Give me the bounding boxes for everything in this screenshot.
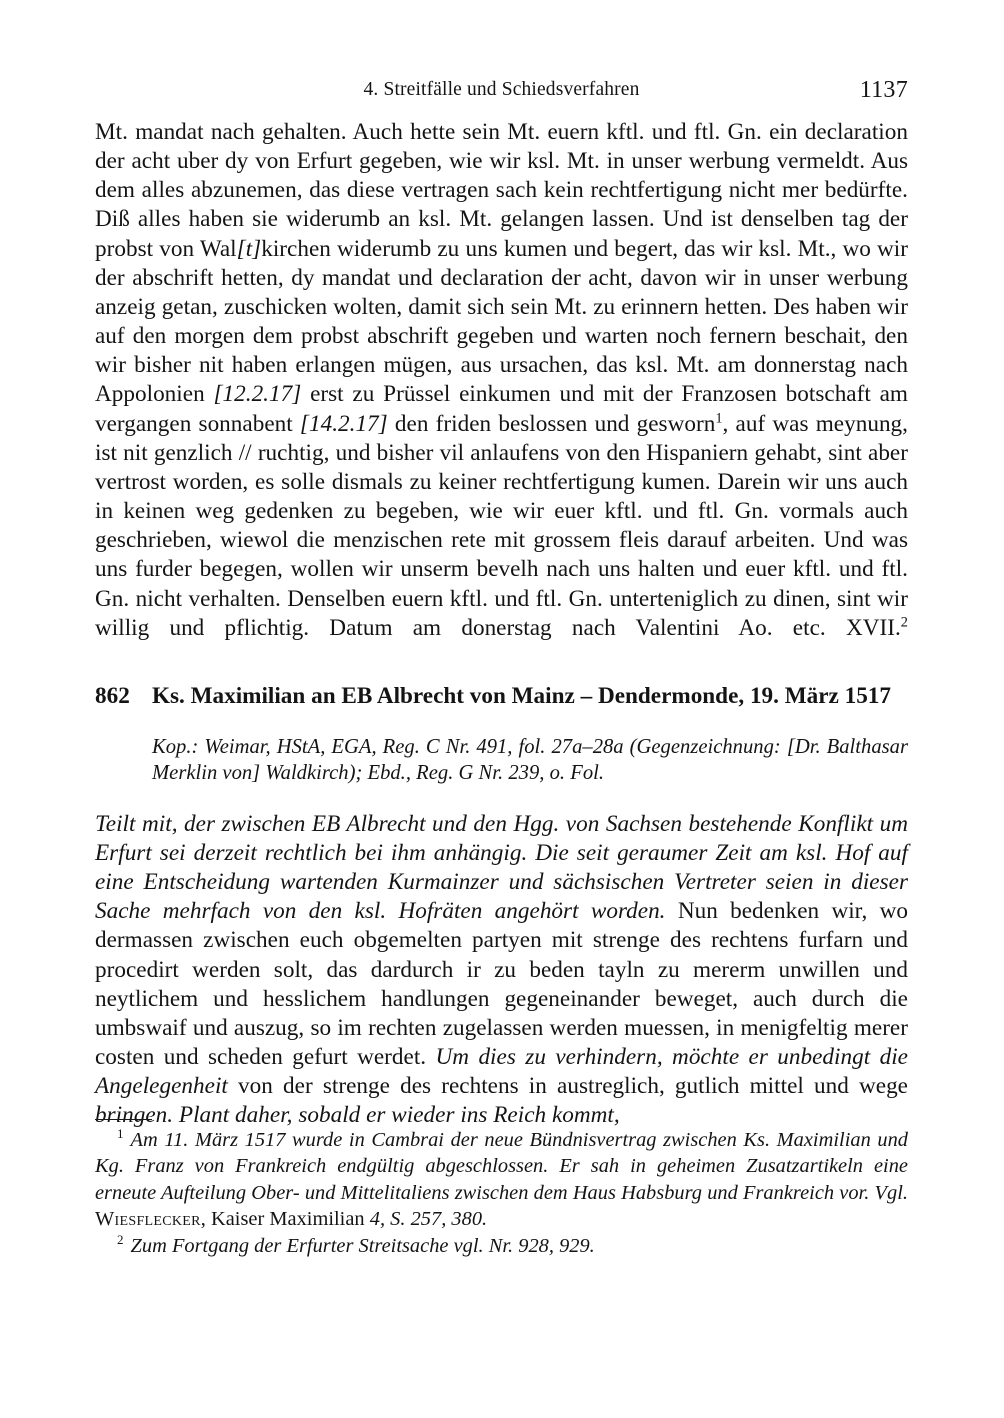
- work-title: , Kaiser Maximilian: [200, 1208, 370, 1231]
- main-text-block: [95, 118, 908, 1131]
- editorial-date: [14.2.17]: [299, 410, 388, 437]
- running-head: [95, 76, 908, 104]
- regest-summary: bringen. Plant daher, sobald er wieder ins Reich kommt,: [95, 1102, 620, 1129]
- running-head-title: 4. Streitfälle und Schiedsverfahren: [363, 79, 640, 100]
- section-heading: [95, 643, 908, 712]
- regest-summary: Teilt mit, der zwischen EB Albrecht und den Hgg. von Sachsen bestehende Konflikt um Erfurt sei derzeit rechtlich bei ihm anhängig. Die seit geraumer Zeit am ksl. Hof auf eine Entscheidung wartenden Kurmainzer und sächsischen Vertreter seien in dieser Sache mehrfach von den ksl. Hofräten angehört worden.: [95, 810, 908, 925]
- footnote-citation: 4, S. 257, 380.: [369, 1208, 488, 1231]
- section-number: 862: [95, 682, 130, 709]
- editorial-date: [12.2.17]: [213, 381, 302, 408]
- text-run: erst zu Prüssel einkumen und mit der Franzosen botschaft am vergangen sonnabent: [95, 381, 908, 437]
- footnote-item: [95, 1233, 908, 1259]
- text-run: kirchen widerumb zu uns kumen und begert, das wir ksl. Mt., wo wir der abschrift hetten, dy mandat und declaration der acht, davon wir in unser werbung anzeig getan, zuschicken wolten, damit sich sein Mt. zu erinnern hetten. Des haben wir auf den morgen dem probst abschrift gegeben und warten noch fernern beschait, den wir bisher nit haben erlangen mügen, aus ursachen, das ksl. Mt. am donnerstag nach Appolonien: [95, 235, 908, 408]
- text-run: von der strenge des rechtens in austreglich, gutlich mittel und wege: [227, 1073, 908, 1100]
- footnote-separator-rule: [95, 1119, 152, 1120]
- footnote-reference-1: 1: [715, 409, 723, 426]
- paragraph-continuation: [95, 118, 908, 643]
- section-title: Ks. Maximilian an EB Albrecht von Mainz – Dendermonde, 19. März 1517: [152, 682, 891, 709]
- regest-summary: Um dies zu verhindern, möchte er unbedingt die Angelegenheit: [95, 1044, 908, 1100]
- footnote-text: Zum Fortgang der Erfurter Streitsache vgl. Nr. 928, 929.: [130, 1234, 595, 1257]
- footnote-item: [95, 1127, 908, 1233]
- footnote-marker: 1: [117, 1126, 124, 1142]
- author-name: Wiesflecker: [95, 1208, 201, 1231]
- provenance-note: Kop.: Weimar, HStA, EGA, Reg. C Nr. 491, fol. 27a–28a (Gegenzeichnung: [Dr. Balthasar Merklin von] Waldkirch); Ebd., Reg. G Nr. 239, o. Fol.: [152, 735, 908, 785]
- text-run: Nun bedenken wir, wo dermassen zwischen euch obgemelten partyen mit strenge des rechtens furfarn und procedirt werden solt, das dardurch ir zu beden tayln zu mererm unwillen und neytlichem und hesslichem handlungen gegeneinander beweget, auch durch die umbswaif und auszug, so im rechten zugelassen werden muessen, in menigfeltig merer costen und scheden gefurt werdet.: [95, 898, 908, 1071]
- text-run: , auf was meynung, ist nit genzlich // ruchtig, und bisher vil anlaufens von den Hispaniern gehabt, sint aber vertrost worden, es solle dismals zu keiner rechtfertigung kumen. Darein wir uns auch in keinen weg gedenken zu begeben, wie wir euer kftl. und ftl. Gn. vormals auch geschrieben, wiewol die menzischen rete mit grossem fleis darauf arbeiten. Und was uns furder begegen, wollen wir unserm bevelh nach uns halten und euer kftl. und ftl. Gn. nicht verhalten. Denselben euern kftl. und ftl. Gn. unterteniglich zu dinen, sint wir willig und pflichtig. Datum am donerstag nach Valentini Ao. etc. XVII.: [95, 410, 908, 641]
- text-run: den friden beslossen und gesworn: [387, 410, 716, 437]
- page-number: 1137: [859, 77, 908, 103]
- text-run: Mt. mandat nach gehalten. Auch hette sein Mt. euern kftl. und ftl. Gn. ein declaration der acht uber dy von Erfurt gegeben, wie wir ksl. Mt. in unser werbung vermeldt. Aus dem alles abzunemen, das diese vertragen sach kein rechtfertigung nicht mer bedürfte. Diß alles haben sie widerumb an ksl. Mt. gelangen lassen. Und ist denselben tag der probst von Wal: [95, 119, 908, 262]
- regest-paragraph: [95, 787, 908, 1131]
- footnote-text: Am 11. März 1517 wurde in Cambrai der neue Bündnisvertrag zwischen Ks. Maximilian und Kg. Franz von Frankreich endgültig abgeschlossen. Er sah in geheimen Zusatzartikeln eine erneute Aufteilung Ober- und Mittelitaliens zwischen dem Haus Habsburg und Frankreich vor. Vgl.: [95, 1129, 908, 1204]
- footnote-reference-2: 2: [900, 613, 908, 630]
- footnote-marker: 2: [117, 1231, 124, 1247]
- editorial-insertion: [t]: [236, 235, 262, 262]
- footnote-area: [95, 1119, 908, 1259]
